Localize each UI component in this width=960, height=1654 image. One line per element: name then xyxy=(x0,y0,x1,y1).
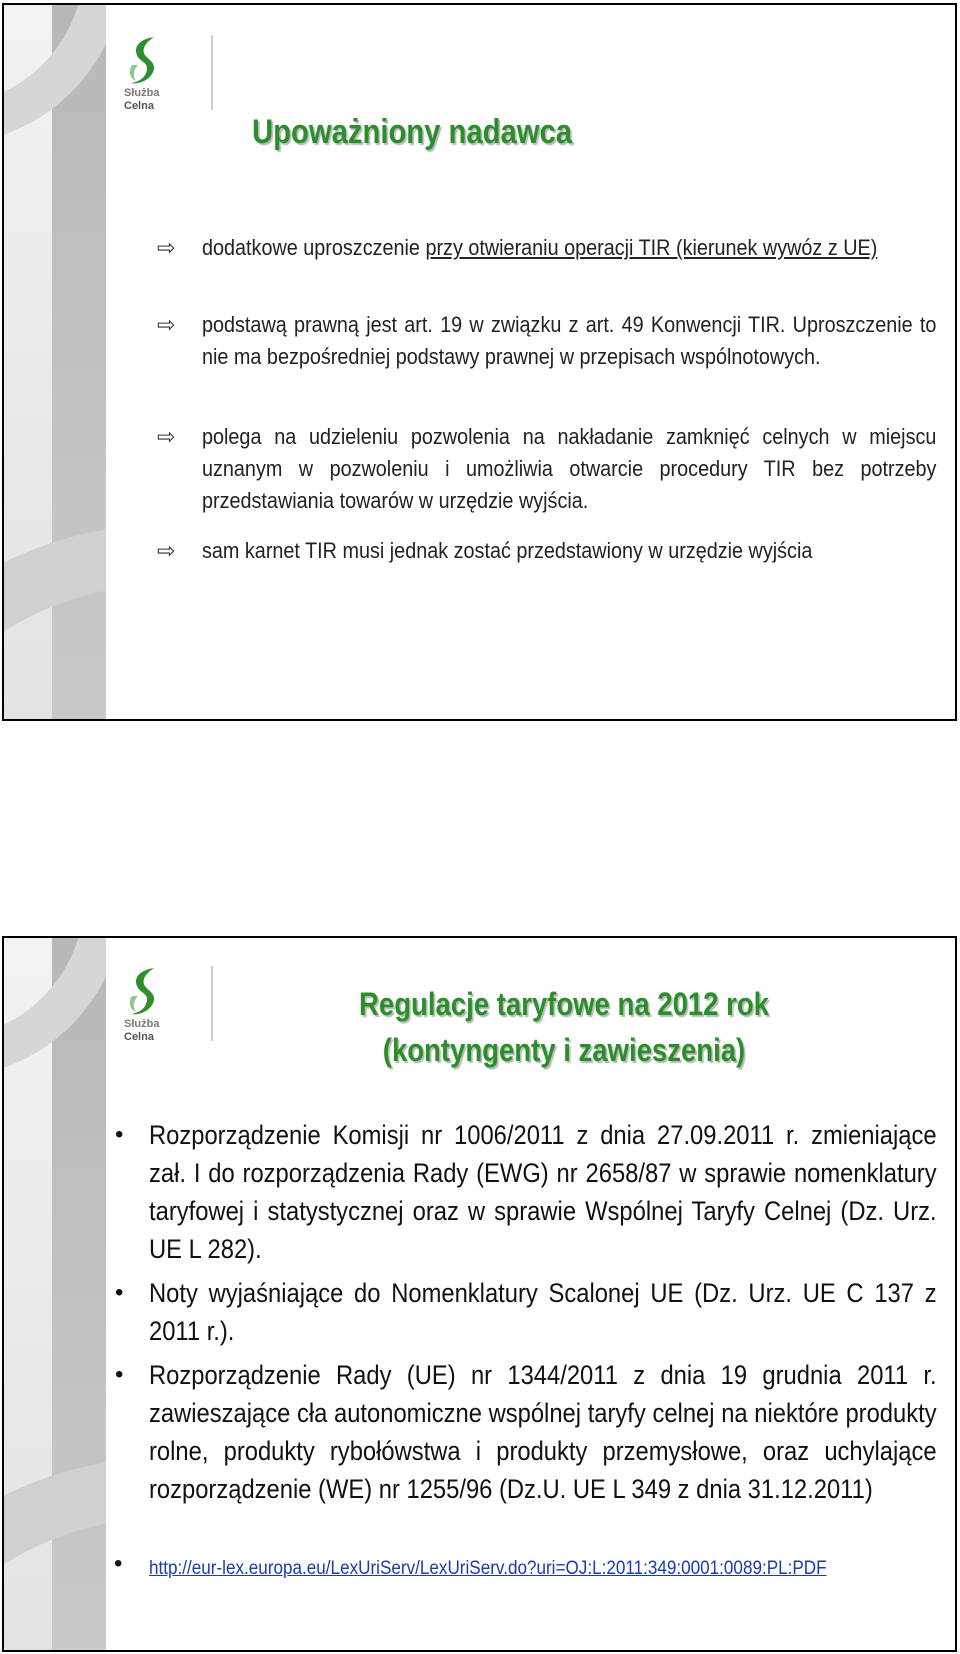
logo-divider xyxy=(211,966,213,1041)
right-arrow-outline-icon: ⇨ xyxy=(157,538,176,563)
slide-1-bullet-4 xyxy=(157,535,937,567)
side-band-arcs xyxy=(4,938,106,1650)
logo-text-line2: Celna xyxy=(124,100,154,112)
sluzba-celna-logo xyxy=(116,35,176,125)
bullet-dot: • xyxy=(114,1550,123,1577)
bullet-2-text: podstawą prawną jest art. 19 w związku z art. 49 Konwencji TIR. Uproszczenie to nie ma bezpośredniej podstawy prawnej w przepisach wspólnotowych. xyxy=(202,312,937,369)
bullet-4-text: sam karnet TIR musi jednak zostać przedstawiony w urzędzie wyjścia xyxy=(202,538,813,563)
slide-1-bullet-2 xyxy=(157,309,937,373)
logo-text-line1: Służba xyxy=(124,1018,160,1030)
slide-1-bullet-3 xyxy=(157,421,937,517)
logo-divider xyxy=(211,35,213,110)
logo-text-line2: Celna xyxy=(124,1031,154,1043)
bullet-1-underlined-text: przy otwieraniu operacji TIR (kierunek wywóz z UE) xyxy=(425,235,878,260)
slide-1-title: Upoważniony nadawca xyxy=(252,113,573,151)
right-arrow-outline-icon: ⇨ xyxy=(157,235,176,260)
slide-1-bullet-1 xyxy=(157,232,937,264)
right-arrow-outline-icon: ⇨ xyxy=(157,424,176,449)
bullet-3-text: Rozporządzenie Rady (UE) nr 1344/2011 z dnia 19 grudnia 2011 r. zawieszające cła autonomiczne wspólnej taryfy celnej na niektóre produkty rolne, produkty rybołówstwa i produkty przemysłowe, oraz uchylające rozporządzenie (WE) nr 1255/96 (Dz.U. UE L 349 z dnia 31.12.2011) xyxy=(149,1360,937,1504)
eur-lex-link[interactable]: http://eur-lex.europa.eu/LexUriServ/LexUriServ.do?uri=OJ:L:2011:349:0001:0089:PL:PDF xyxy=(149,1558,827,1579)
sluzba-celna-emblem-icon xyxy=(124,966,164,1018)
bullet-dot: • xyxy=(115,1279,124,1306)
slide-2-bullet-3 xyxy=(115,1356,937,1508)
bullet-1-text: Rozporządzenie Komisji nr 1006/2011 z dnia 27.09.2011 r. zmieniające zał. I do rozporządzenia Rady (EWG) nr 2658/87 w sprawie nomenklatury taryfowej i statystycznej oraz w sprawie Wspólnej Taryfy Celnej (Dz. Urz. UE L 282). xyxy=(149,1120,937,1264)
slide-2-bullet-1 xyxy=(115,1116,937,1268)
slide-2-bullet-2 xyxy=(115,1274,937,1350)
bullet-3-text: polega na udzieleniu pozwolenia na nakładanie zamknięć celnych w miejscu uznanym w pozwoleniu i umożliwia otwarcie procedury TIR bez potrzeby przedstawiania towarów w urzędzie wyjścia. xyxy=(202,424,937,513)
bullet-dot: • xyxy=(115,1121,124,1148)
sluzba-celna-logo xyxy=(116,966,176,1056)
sluzba-celna-emblem-icon xyxy=(124,35,164,87)
slide-2-title-line-1: Regulacje taryfowe na 2012 rok xyxy=(359,986,769,1022)
logo-text-line1: Służba xyxy=(124,87,160,99)
side-band-arcs xyxy=(4,5,106,719)
slide-2-title-line-2: (kontyngenty i zawieszenia) xyxy=(382,1032,746,1068)
bullet-dot: • xyxy=(115,1361,124,1388)
slide-2 xyxy=(2,936,957,1652)
bullet-2-text: Noty wyjaśniające do Nomenklatury Scalonej UE (Dz. Urz. UE C 137 z 2011 r.). xyxy=(149,1278,937,1346)
bullet-1-text: dodatkowe uproszczenie xyxy=(202,235,426,260)
slide-1 xyxy=(2,3,957,721)
right-arrow-outline-icon: ⇨ xyxy=(157,312,176,337)
